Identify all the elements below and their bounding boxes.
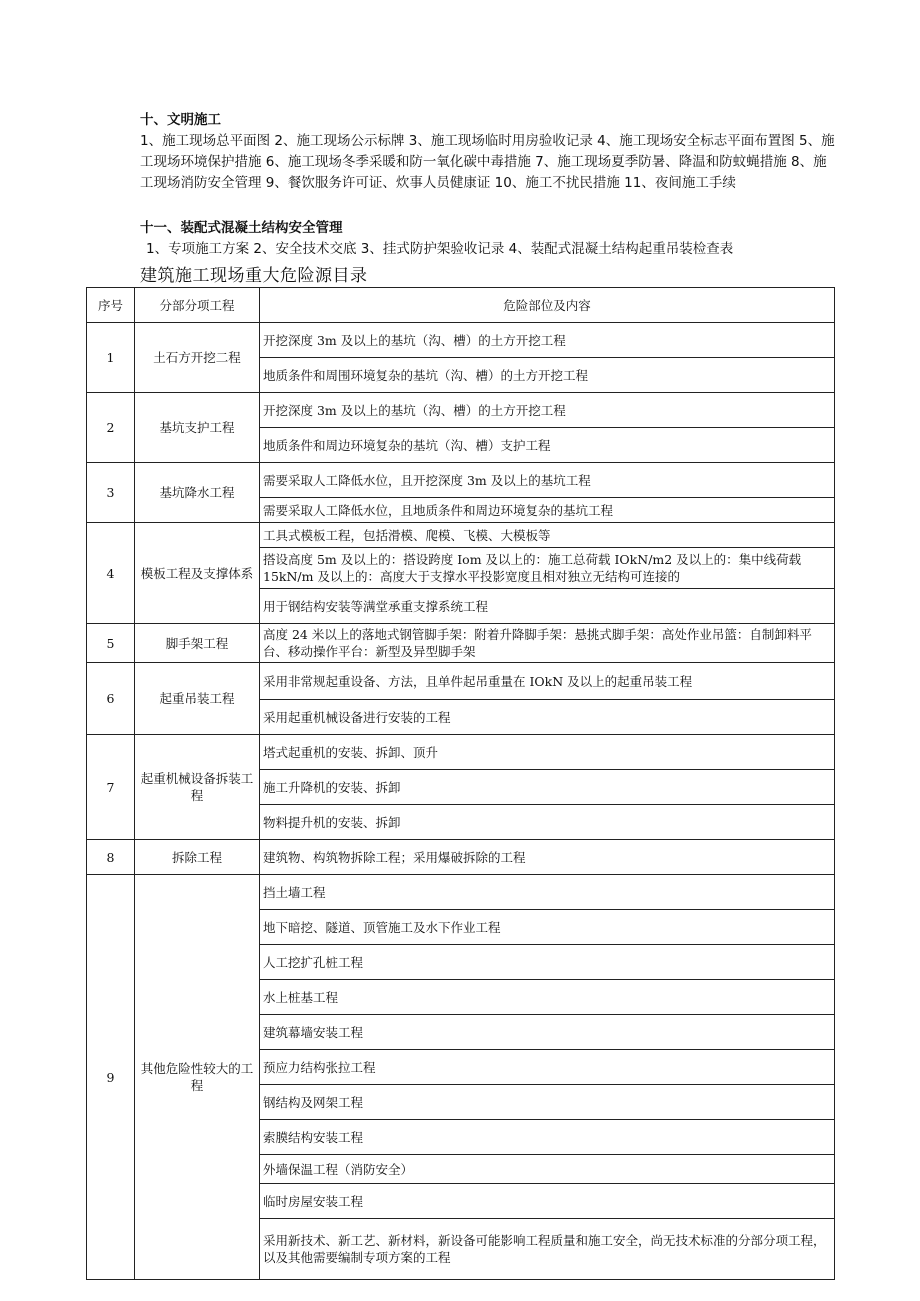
section-civilized-construction — [140, 110, 840, 194]
table-row — [87, 624, 835, 663]
hazard-item-cell: 人工挖扩孔桩工程 — [260, 945, 835, 980]
table-row — [87, 663, 835, 700]
row-number: 9 — [87, 875, 135, 1280]
header-no: 序号 — [87, 288, 135, 323]
table-row — [87, 735, 835, 770]
section-items: 1、施工现场总平面图 2、施工现场公示标牌 3、施工现场临时用房验收记录 4、施工现场安全标志平面布置图 5、施工现场环境保护措施 6、施工现场冬季采暖和防一氧化碳中毒措施 7、施工现场夏季防暑、降温和防蚊蝇措施 8、施工现场消防安全管理 9、餐饮服务许可证、炊事人员健康证 10、施工不扰民措施 11、夜间施工手续 — [140, 133, 835, 191]
hazard-item-cell: 采用起重机械设备进行安装的工程 — [260, 700, 835, 735]
row-number: 5 — [87, 624, 135, 663]
section-prefab-concrete-safety — [140, 218, 840, 260]
hazard-item-cell: 需要采取人工降低水位，且地质条件和周边环境复杂的基坑工程 — [260, 498, 835, 523]
table-header-row — [87, 288, 835, 323]
hazard-item-cell: 索膜结构安装工程 — [260, 1120, 835, 1155]
category-cell: 拆除工程 — [135, 840, 260, 875]
section-items: 1、专项施工方案 2、安全技术交底 3、挂式防护架验收记录 4、装配式混凝土结构起重吊装检查表 — [146, 241, 734, 257]
hazard-item-cell: 外墙保温工程（消防安全） — [260, 1155, 835, 1184]
category-cell: 模板工程及支撑体系 — [135, 523, 260, 624]
hazard-item-cell: 物料提升机的安装、拆卸 — [260, 805, 835, 840]
hazard-item-cell: 钢结构及网架工程 — [260, 1085, 835, 1120]
hazard-item-cell: 地质条件和周围环境复杂的基坑（沟、槽）的土方开挖工程 — [260, 358, 835, 393]
category-cell: 其他危险性较大的工程 — [135, 875, 260, 1280]
row-number: 1 — [87, 323, 135, 393]
row-number: 6 — [87, 663, 135, 735]
hazard-item-cell: 需要采取人工降低水位，且开挖深度 3m 及以上的基坑工程 — [260, 463, 835, 498]
hazard-source-table — [86, 287, 835, 1280]
row-number: 8 — [87, 840, 135, 875]
hazard-item-cell: 高度 24 米以上的落地式钢管脚手架：附着升降脚手架：悬挑式脚手架：高处作业吊篮：自制卸料平台、移动操作平台：新型及异型脚手架 — [260, 624, 835, 663]
row-number: 4 — [87, 523, 135, 624]
hazard-item-cell: 预应力结构张拉工程 — [260, 1050, 835, 1085]
hazard-item-cell: 开挖深度 3m 及以上的基坑（沟、槽）的土方开挖工程 — [260, 323, 835, 358]
category-cell: 起重机械设备拆装工程 — [135, 735, 260, 840]
hazard-item-cell: 建筑幕墙安装工程 — [260, 1015, 835, 1050]
table-row — [87, 393, 835, 428]
hazard-item-cell: 挡土墙工程 — [260, 875, 835, 910]
header-category: 分部分项工程 — [135, 288, 260, 323]
category-cell: 基坑支护工程 — [135, 393, 260, 463]
section-title: 十、文明施工 — [140, 112, 221, 128]
hazard-item-cell: 工具式模板工程，包括滑模、爬模、飞模、大模板等 — [260, 523, 835, 548]
table-row — [87, 840, 835, 875]
section-title: 十一、装配式混凝土结构安全管理 — [140, 220, 343, 236]
table-title: 建筑施工现场重大危险源目录 — [140, 266, 368, 286]
table-row — [87, 323, 835, 358]
row-number: 7 — [87, 735, 135, 840]
row-number: 2 — [87, 393, 135, 463]
hazard-item-cell: 用于钢结构安装等满堂承重支撑系统工程 — [260, 589, 835, 624]
category-cell: 起重吊装工程 — [135, 663, 260, 735]
table-row — [87, 875, 835, 910]
hazard-item-cell: 采用新技术、新工艺、新材料，新设备可能影响工程质量和施工安全，尚无技术标准的分部分项工程，以及其他需要编制专项方案的工程 — [260, 1219, 835, 1280]
hazard-item-cell: 搭设高度 5m 及以上的：搭设跨度 Iom 及以上的：施工总荷载 IOkN/m2 及以上的：集中线荷载 15kN/m 及以上的：高度大于支撑水平投影宽度且相对独立无结构可连接的 — [260, 548, 835, 589]
hazard-item-cell: 水上桩基工程 — [260, 980, 835, 1015]
hazard-item-cell: 地质条件和周边环境复杂的基坑（沟、槽）支护工程 — [260, 428, 835, 463]
row-number: 3 — [87, 463, 135, 523]
category-cell: 基坑降水工程 — [135, 463, 260, 523]
category-cell: 脚手架工程 — [135, 624, 260, 663]
hazard-item-cell: 地下暗挖、隧道、顶管施工及水下作业工程 — [260, 910, 835, 945]
hazard-item-cell: 临时房屋安装工程 — [260, 1184, 835, 1219]
header-content: 危险部位及内容 — [260, 288, 835, 323]
hazard-item-cell: 采用非常规起重设备、方法，且单件起吊重量在 IOkN 及以上的起重吊装工程 — [260, 663, 835, 700]
table-row — [87, 463, 835, 498]
table-row — [87, 523, 835, 548]
hazard-item-cell: 塔式起重机的安装、拆卸、顶升 — [260, 735, 835, 770]
hazard-item-cell: 建筑物、构筑物拆除工程；采用爆破拆除的工程 — [260, 840, 835, 875]
hazard-item-cell: 施工升降机的安装、拆卸 — [260, 770, 835, 805]
category-cell: 土石方开挖二程 — [135, 323, 260, 393]
hazard-item-cell: 开挖深度 3m 及以上的基坑（沟、槽）的土方开挖工程 — [260, 393, 835, 428]
